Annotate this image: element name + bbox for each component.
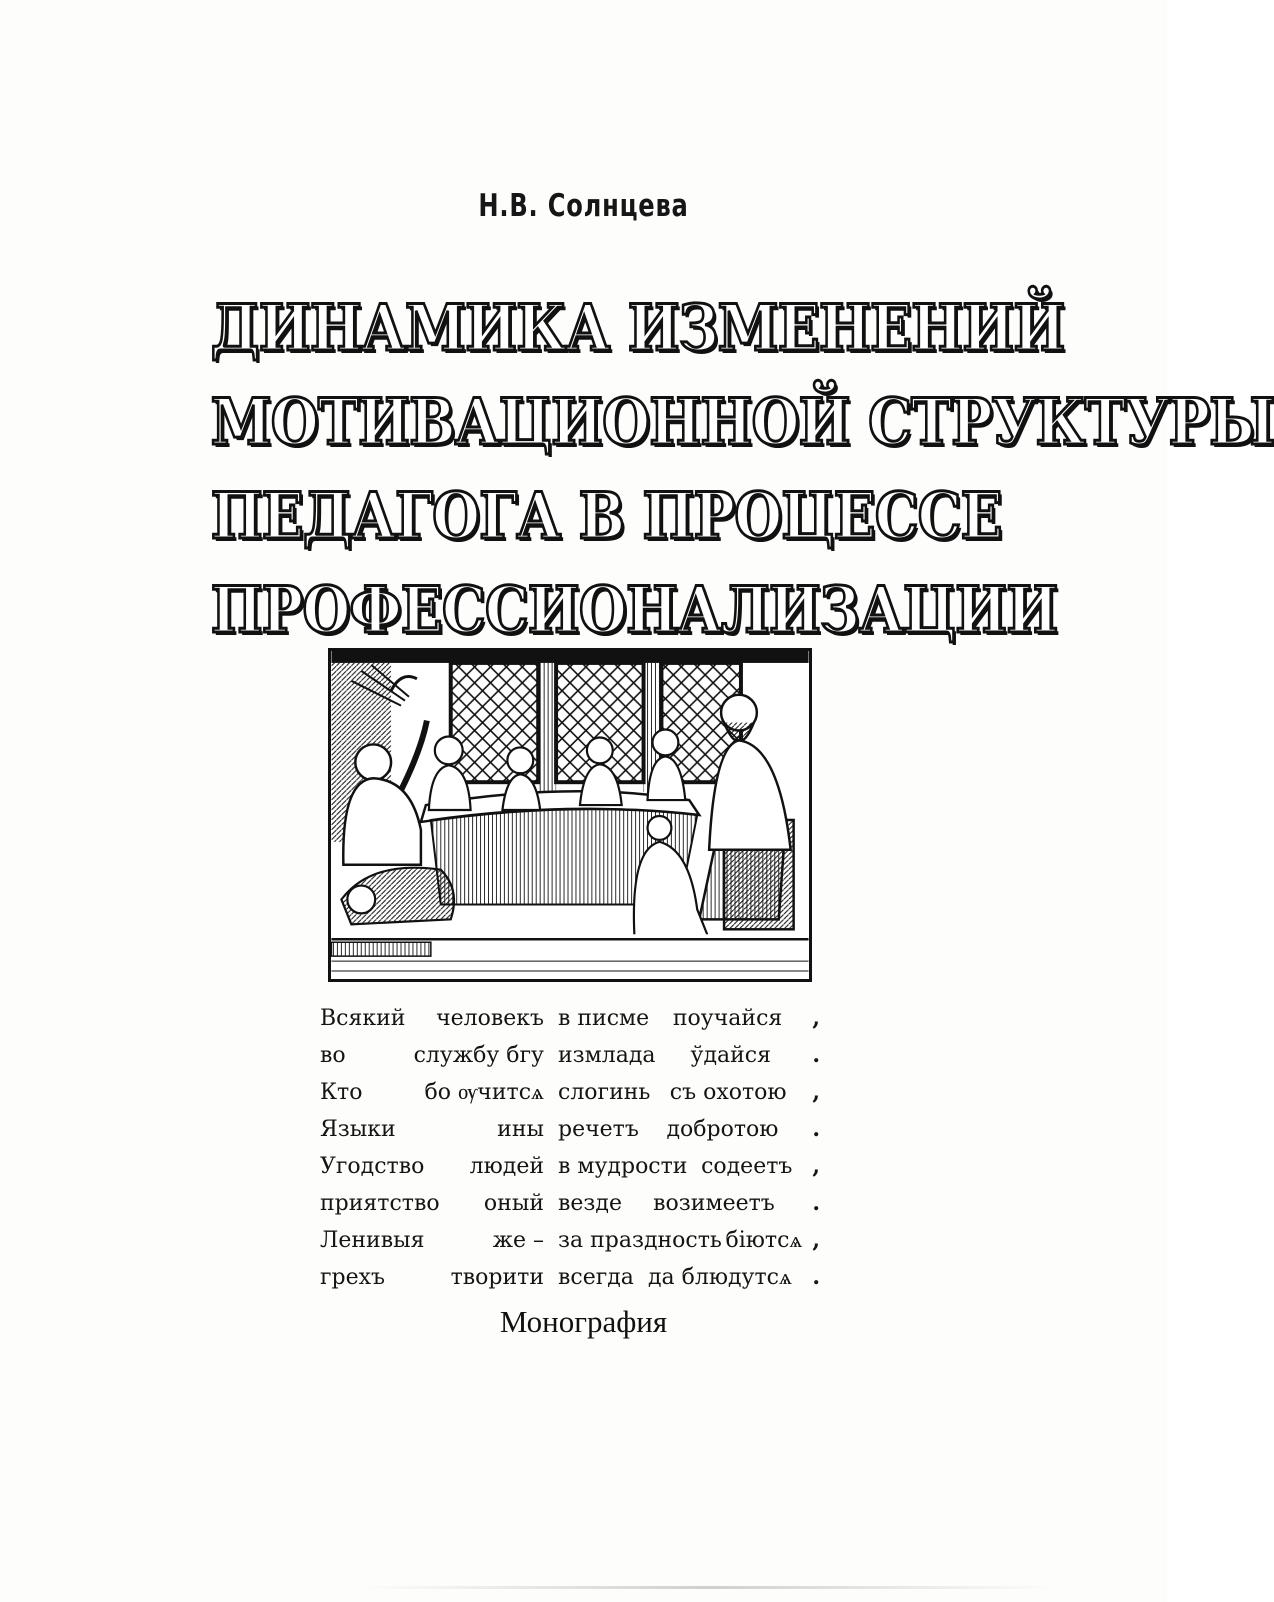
verse-word: біютсѧ — [725, 1228, 803, 1253]
verse-punct: . — [812, 1042, 820, 1068]
verse-word: Угодство — [320, 1154, 425, 1179]
verse-word: Всякий — [320, 1006, 406, 1031]
verse-row — [320, 1000, 820, 1037]
verse-word: поучайся — [672, 1006, 783, 1031]
scan-edge — [360, 1586, 1060, 1589]
title-line-4: ПРОФЕССИОНАЛИЗАЦИИ — [210, 573, 1058, 648]
woodcut-illustration — [328, 648, 812, 982]
verse-word: грехъ — [320, 1265, 386, 1290]
classroom-engraving — [331, 651, 809, 979]
verse-word: да блюдутсѧ — [647, 1265, 792, 1290]
verse-punct: . — [812, 1116, 820, 1142]
verse-word: службу бгу — [413, 1043, 544, 1068]
verse-word: измлада — [558, 1043, 656, 1068]
verse-word: слогинь — [558, 1080, 651, 1105]
verse-word: ины — [497, 1117, 544, 1142]
verse-row — [320, 1074, 820, 1111]
verse-punct: , — [812, 1005, 820, 1031]
verse-word: приятство — [320, 1191, 440, 1216]
subtitle-monograph: Монография — [499, 1304, 668, 1339]
verse-word: всегда — [558, 1265, 634, 1290]
verse-punct: , — [812, 1079, 820, 1105]
verse-word: в писме — [558, 1006, 650, 1031]
verse-word: содеетъ — [701, 1154, 793, 1179]
verse-word: ўдайся — [690, 1043, 771, 1068]
verse-word: человекъ — [436, 1006, 544, 1031]
book-title — [150, 282, 1274, 658]
verse-punct: . — [812, 1264, 820, 1290]
church-slavonic-verse — [320, 1000, 820, 1296]
verse-word: речетъ — [558, 1117, 639, 1142]
verse-word: бо ѹчитсѧ — [424, 1080, 544, 1105]
verse-word: возимеетъ — [653, 1191, 775, 1216]
verse-word: людей — [469, 1154, 544, 1179]
verse-word: Языки — [320, 1117, 396, 1142]
verse-word: же – — [492, 1228, 544, 1253]
verse-row — [320, 1222, 820, 1259]
verse-word: за праздность — [558, 1228, 722, 1253]
verse-row — [320, 1259, 820, 1296]
verse-row — [320, 1111, 820, 1148]
verse-word: во — [320, 1043, 346, 1068]
verse-row — [320, 1185, 820, 1222]
verse-punct: . — [812, 1190, 820, 1216]
verse-word: везде — [558, 1191, 622, 1216]
verse-word: оный — [483, 1191, 544, 1216]
title-line-3: ПЕДАГОГА В ПРОЦЕССЕ — [210, 479, 1002, 554]
title-line-1: ДИНАМИКА ИЗМЕНЕНИЙ — [210, 291, 1065, 366]
verse-punct: , — [812, 1227, 820, 1253]
verse-word: в мудрости — [558, 1154, 688, 1179]
verse-punct: , — [812, 1153, 820, 1179]
verse-word: творити — [450, 1265, 544, 1290]
title-line-2: МОТИВАЦИОННОЙ СТРУКТУРЫ — [210, 385, 1274, 460]
verse-word: съ охотою — [669, 1080, 787, 1105]
verse-row — [320, 1148, 820, 1185]
verse-row — [320, 1037, 820, 1074]
verse-word: Ленивыя — [320, 1228, 425, 1253]
verse-word: Кто — [320, 1080, 363, 1105]
verse-word: добротою — [666, 1117, 779, 1142]
author-name: Н.В. Солнцева — [478, 188, 689, 224]
